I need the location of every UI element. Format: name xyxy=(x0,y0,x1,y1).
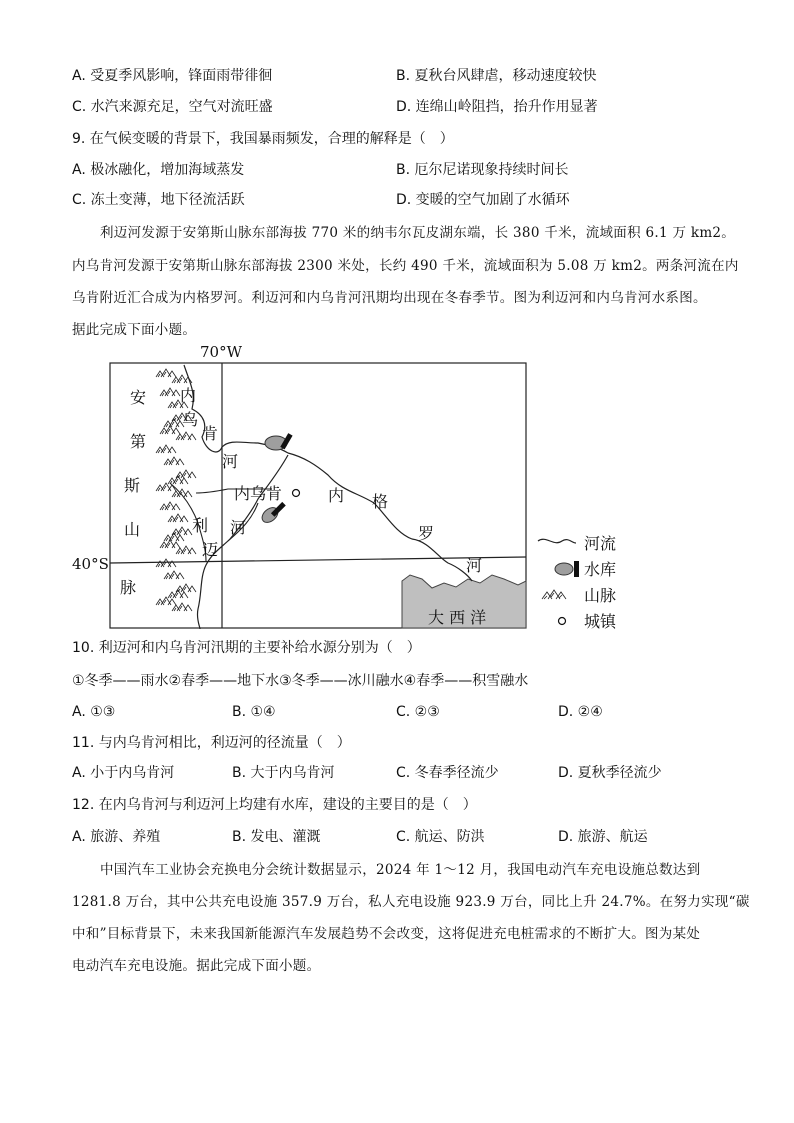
limay-river-label-2: 迈 xyxy=(202,540,219,559)
legend-river-symbol xyxy=(538,539,576,543)
q12-option-a: A. 旅游、养殖 xyxy=(72,829,161,845)
map-legend xyxy=(538,534,617,631)
mountain-glyph xyxy=(160,388,180,396)
passage2-line-2: 1281.8 万台，其中公共充电设施 357.9 万台，私人充电设施 923.9 万台，同比上升 24.7%。在努力实现“碳 xyxy=(72,894,750,910)
andes-label-4: 山 xyxy=(124,520,141,539)
andes-label-1: 安 xyxy=(130,388,147,407)
andes-label-5: 脉 xyxy=(120,578,137,597)
q8-option-c: C. 水汽来源充足，空气对流旺盛 xyxy=(72,99,273,115)
q8-option-b: B. 夏秋台风肆虐，移动速度较快 xyxy=(396,68,597,84)
legend-reservoir-label: 水库 xyxy=(584,560,617,579)
q9-stem: 9. 在气候变暖的背景下，我国暴雨频发，合理的解释是（ ） xyxy=(72,131,454,147)
negro-river-label-2: 格 xyxy=(372,492,389,511)
q11-stem: 11. 与内乌肯河相比，利迈河的径流量（ ） xyxy=(72,735,351,751)
q12-stem: 12. 在内乌肯河与利迈河上均建有水库，建设的主要目的是（ ） xyxy=(72,797,477,813)
town-label: 内乌肯 xyxy=(234,484,283,503)
passage2-line-1: 中国汽车工业协会充换电分会统计数据显示，2024 年 1～12 月，我国电动汽车充电设施总数达到 xyxy=(100,862,701,878)
negro-river-label-3: 罗 xyxy=(418,524,435,543)
legend-river-label: 河流 xyxy=(584,534,617,553)
mountain-glyph xyxy=(164,533,184,541)
neuquen-river-label-2: 乌 xyxy=(182,410,199,429)
legend-mountain-label: 山脉 xyxy=(584,586,617,605)
town-neuquen xyxy=(293,490,300,497)
q12-option-c: C. 航运、防洪 xyxy=(396,829,485,845)
q10-stem: 10. 利迈河和内乌肯河汛期的主要补给水源分别为（ ） xyxy=(72,640,421,656)
neuquen-river-label-4: 河 xyxy=(222,452,239,471)
mountain-glyph xyxy=(168,514,188,522)
river-system-map xyxy=(72,343,632,633)
neuquen-river-label-3: 肯 xyxy=(202,424,219,443)
legend-town-symbol xyxy=(559,618,566,625)
passage2-line-3: 中和”目标背景下，未来我国新能源汽车发展趋势不会改变，这将促进充电桩需求的不断扩大。图为某处 xyxy=(72,926,701,942)
mountain-glyph xyxy=(164,571,184,579)
q11-option-d: D. 夏秋季径流少 xyxy=(558,765,662,781)
mountain-glyph xyxy=(160,426,180,434)
q11-option-b: B. 大于内乌肯河 xyxy=(232,765,335,781)
mountain-glyph xyxy=(172,527,192,535)
andes-mountains xyxy=(156,369,199,611)
q10-option-c: C. ②③ xyxy=(396,704,440,720)
q12-option-d: D. 旅游、航运 xyxy=(558,829,648,845)
q10-statements: ①冬季——雨水②春季——地下水③冬季——冰川融水④春季——积雪融水 xyxy=(72,673,529,689)
passage2-line-4: 电动汽车充电设施。据此完成下面小题。 xyxy=(72,958,321,974)
latitude-label: 40°S xyxy=(72,555,109,573)
legend-town-label: 城镇 xyxy=(584,612,617,631)
passage1-line-2: 内乌肯河发源于安第斯山脉东部海拔 2300 米处，长约 490 千米，流域面积为 5.08 万 km2。两条河流在内 xyxy=(72,258,739,274)
q9-option-c: C. 冻土变薄，地下径流活跃 xyxy=(72,192,245,208)
q10-option-d: D. ②④ xyxy=(558,704,603,720)
passage1-line-4: 据此完成下面小题。 xyxy=(72,322,197,338)
legend-reservoir-symbol xyxy=(555,563,573,575)
q10-option-b: B. ①④ xyxy=(232,704,276,720)
mountain-glyph xyxy=(176,470,196,478)
mountain-glyph xyxy=(160,502,180,510)
mountain-glyph xyxy=(168,476,188,484)
mountain-glyph xyxy=(156,445,176,453)
q8-option-d: D. 连绵山岭阻挡，抬升作用显著 xyxy=(396,99,598,115)
mountain-glyph xyxy=(160,540,180,548)
mountain-glyph xyxy=(156,369,176,377)
mountain-glyph xyxy=(164,419,184,427)
q8-option-a: A. 受夏季风影响，锋面雨带徘徊 xyxy=(72,68,273,84)
q12-option-b: B. 发电、灌溉 xyxy=(232,829,321,845)
mountain-glyph xyxy=(156,483,176,491)
mountain-glyph xyxy=(176,584,196,592)
legend-mountain-symbol xyxy=(542,590,566,599)
q9-option-b: B. 厄尔尼诺现象持续时间长 xyxy=(396,162,569,178)
neuquen-river-label-1: 内 xyxy=(180,386,197,405)
mountain-glyph xyxy=(168,590,188,598)
andes-label-3: 斯 xyxy=(124,476,141,495)
passage1-line-3: 乌肯附近汇合成为内格罗河。利迈河和内乌肯河汛期均出现在冬春季节。图为利迈河和内乌肯河水系图。 xyxy=(72,290,707,306)
andes-label-2: 第 xyxy=(130,432,147,451)
limay-river-label-1: 利 xyxy=(192,516,209,535)
negro-river-label-4: 河 xyxy=(466,556,483,575)
q11-option-a: A. 小于内乌肯河 xyxy=(72,765,175,781)
mountain-glyph xyxy=(164,457,184,465)
mountain-glyph xyxy=(156,597,176,605)
q9-option-a: A. 极冰融化，增加海域蒸发 xyxy=(72,162,245,178)
q9-option-d: D. 变暖的空气加剧了水循环 xyxy=(396,192,570,208)
mountain-glyph xyxy=(156,559,176,567)
ocean-label: 大 西 洋 xyxy=(428,608,487,627)
longitude-label: 70°W xyxy=(200,343,243,361)
negro-river xyxy=(288,453,472,581)
q10-option-a: A. ①③ xyxy=(72,704,116,720)
limay-river-label-3: 河 xyxy=(230,518,247,537)
passage1-line-1: 利迈河发源于安第斯山脉东部海拔 770 米的纳韦尔瓦皮湖东端，长 380 千米，流域面积 6.1 万 km2。 xyxy=(100,225,736,241)
q11-option-c: C. 冬春季径流少 xyxy=(396,765,499,781)
negro-river-label-1: 内 xyxy=(328,486,345,505)
